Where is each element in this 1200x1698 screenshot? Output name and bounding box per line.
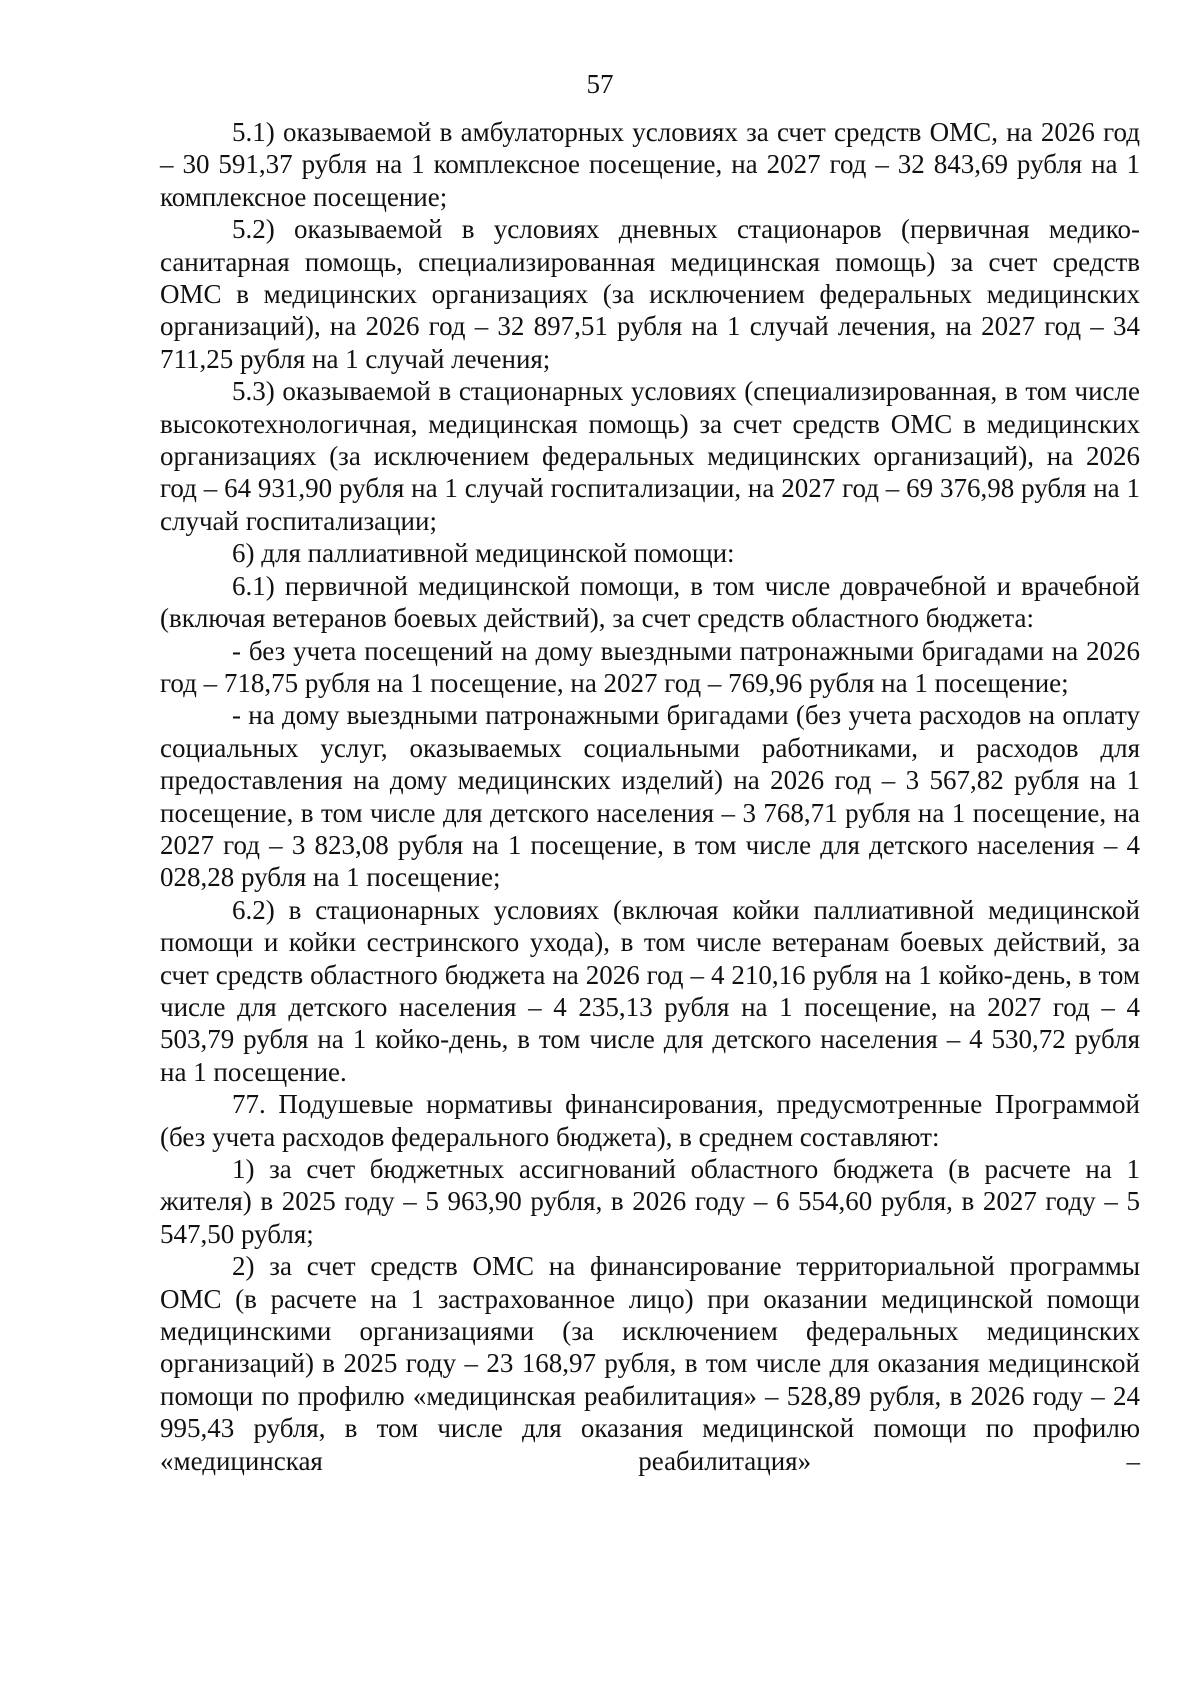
paragraph-77: 77. Подушевые нормативы финансирования, предусмотренные Программой (без учета расходов федерального бюджета), в среднем составляют: <box>160 1089 1140 1152</box>
paragraph-6-1-bullet-1: - без учета посещений на дому выездными патронажными бригадами на 2026 год – 718,75 рубля на 1 посещение, на 2027 год – 769,96 рубля на 1 посещение; <box>160 635 1140 698</box>
paragraph-5-2: 5.2) оказываемой в условиях дневных стационаров (первичная медико-санитарная помощь, специализированная медицинская помощь) за счет средств ОМС в медицинских организациях (за исключением федеральных медицинских организаций), на 2026 год – 32 897,51 рубля на 1 случай лечения, на 2027 год – 34 711,25 рубля на 1 случай лечения; <box>160 214 1140 374</box>
paragraph-77-1: 1) за счет бюджетных ассигнований областного бюджета (в расчете на 1 жителя) в 2025 году – 5 963,90 рубля, в 2026 году – 6 554,60 рубля, в 2027 году – 5 547,50 рубля; <box>160 1154 1140 1249</box>
document-body <box>160 116 1140 1477</box>
paragraph-77-2: 2) за счет средств ОМС на финансирование территориальной программы ОМС (в расчете на 1 застрахованное лицо) при оказании медицинской помощи медицинскими организациями (за исключением федеральных медицинских организаций) в 2025 году – 23 168,97 рубля, в том числе для оказания медицинской помощи по профилю «медицинская реабилитация» – 528,89 рубля, в 2026 году – 24 995,43 рубля, в том числе для оказания медицинской помощи по профилю «медицинская реабилитация» – <box>160 1251 1140 1476</box>
paragraph-5-1: 5.1) оказываемой в амбулаторных условиях за счет средств ОМС, на 2026 год – 30 591,37 рубля на 1 комплексное посещение, на 2027 год – 32 843,69 рубля на 1 комплексное посещение; <box>160 117 1140 212</box>
paragraph-5-3: 5.3) оказываемой в стационарных условиях (специализированная, в том числе высокотехнологичная, медицинская помощь) за счет средств ОМС в медицинских организациях (за исключением федеральных медицинских организаций), на 2026 год – 64 931,90 рубля на 1 случай госпитализации, на 2027 год – 69 376,98 рубля на 1 случай госпитализации; <box>160 376 1140 536</box>
paragraph-6-2: 6.2) в стационарных условиях (включая койки паллиативной медицинской помощи и койки сестринского ухода), в том числе ветеранам боевых действий, за счет средств областного бюджета на 2026 год – 4 210,16 рубля на 1 койко-день, в том числе для детского населения – 4 235,13 рубля на 1 посещение, на 2027 год – 4 503,79 рубля на 1 койко-день, в том числе для детского населения – 4 530,72 рубля на 1 посещение. <box>160 894 1140 1087</box>
page-number: 57 <box>586 69 614 99</box>
paragraph-6: 6) для паллиативной медицинской помощи: <box>232 538 735 569</box>
paragraph-6-1: 6.1) первичной медицинской помощи, в том числе доврачебной и врачебной (включая ветеранов боевых действий), за счет средств областного бюджета: <box>160 570 1140 634</box>
paragraph-6-1-bullet-2: - на дому выездными патронажными бригадами (без учета расходов на оплату социальных услуг, оказываемых социальными работниками, и расходов для предоставления на дому медицинских изделий) на 2026 год – 3 567,82 рубля на 1 посещение, в том числе для детского населения – 3 768,71 рубля на 1 посещение, на 2027 год – 3 823,08 рубля на 1 посещение, в том числе для детского населения – 4 028,28 рубля на 1 посещение; <box>160 700 1140 893</box>
